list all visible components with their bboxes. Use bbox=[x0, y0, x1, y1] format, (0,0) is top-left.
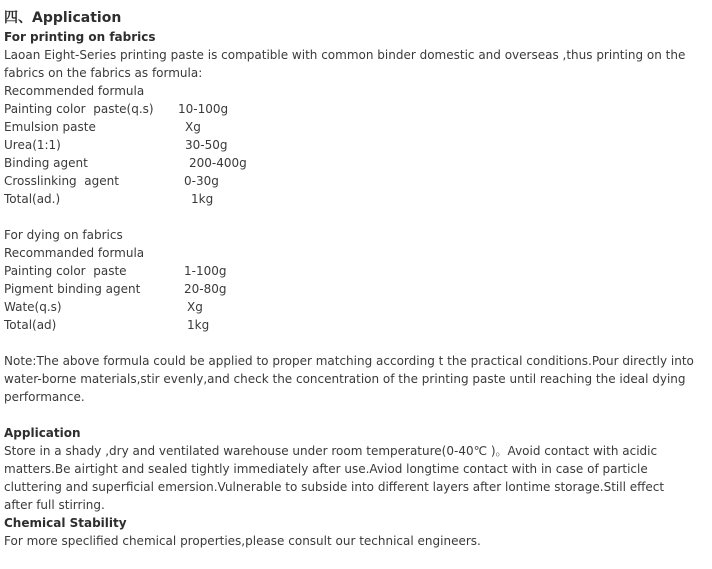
table-row bbox=[4, 262, 504, 280]
ingredient-amount: 20-80g bbox=[184, 282, 227, 296]
ingredient-amount: 1-100g bbox=[184, 264, 227, 278]
stability-body: For more speclified chemical properties,please consult our technical engineers. bbox=[4, 534, 481, 548]
printing-heading: For printing on fabrics bbox=[4, 30, 156, 44]
dying-formula-label: Recommanded formula bbox=[4, 246, 145, 260]
ingredient-amount: Xg bbox=[185, 120, 201, 134]
ingredient-name: Urea(1:1) bbox=[4, 138, 61, 152]
table-row bbox=[4, 100, 504, 118]
section-title: 四、Application bbox=[4, 10, 122, 26]
note-paragraph: Note:The above formula could be applied to proper matching according t the practical conditions.Pour directly into water-borne materials,stir evenly,and check the concentration of the printing paste until reaching the ideal dying performance. bbox=[4, 354, 694, 404]
ingredient-name: Crosslinking agent bbox=[4, 174, 119, 188]
application-heading: Application bbox=[4, 426, 81, 440]
ingredient-amount: 0-30g bbox=[184, 174, 219, 188]
ingredient-amount: 200-400g bbox=[189, 156, 247, 170]
table-row bbox=[4, 136, 504, 154]
ingredient-name: Pigment binding agent bbox=[4, 282, 141, 296]
printing-formula-label: Recommended formula bbox=[4, 84, 145, 98]
stability-heading: Chemical Stability bbox=[4, 516, 127, 530]
ingredient-name: Emulsion paste bbox=[4, 120, 96, 134]
printing-intro: Laoan Eight-Series printing paste is compatible with common binder domestic and overseas ,thus printing on the fabrics on the fabrics as formula: bbox=[4, 48, 686, 80]
dying-heading: For dying on fabrics bbox=[4, 228, 123, 242]
table-row bbox=[4, 280, 504, 298]
table-row bbox=[4, 154, 504, 172]
ingredient-amount: 10-100g bbox=[178, 102, 229, 116]
ingredient-name: Wate(q.s) bbox=[4, 300, 62, 314]
table-row bbox=[4, 172, 504, 190]
ingredient-name: Painting color paste(q.s) bbox=[4, 102, 154, 116]
ingredient-name: Total(ad) bbox=[4, 318, 57, 332]
ingredient-name: Binding agent bbox=[4, 156, 88, 170]
ingredient-amount: Xg bbox=[187, 300, 203, 314]
application-body: Store in a shady ,dry and ventilated warehouse under room temperature(0-40℃ )。Avoid contact with acidic matters.Be airtight and sealed tightly immediately after use.Aviod longtime contact with in case of particle cluttering and superficial emersion.Vulnerable to subside into different layers after lontime storage.Still effect after full stirring. bbox=[4, 444, 665, 512]
ingredient-amount: 1kg bbox=[191, 192, 214, 206]
table-row bbox=[4, 190, 504, 208]
table-row bbox=[4, 118, 504, 136]
ingredient-amount: 1kg bbox=[187, 318, 210, 332]
table-row bbox=[4, 298, 504, 316]
ingredient-name: Total(ad.) bbox=[4, 192, 61, 206]
table-row bbox=[4, 316, 504, 334]
ingredient-amount: 30-50g bbox=[185, 138, 228, 152]
ingredient-name: Painting color paste bbox=[4, 264, 127, 278]
